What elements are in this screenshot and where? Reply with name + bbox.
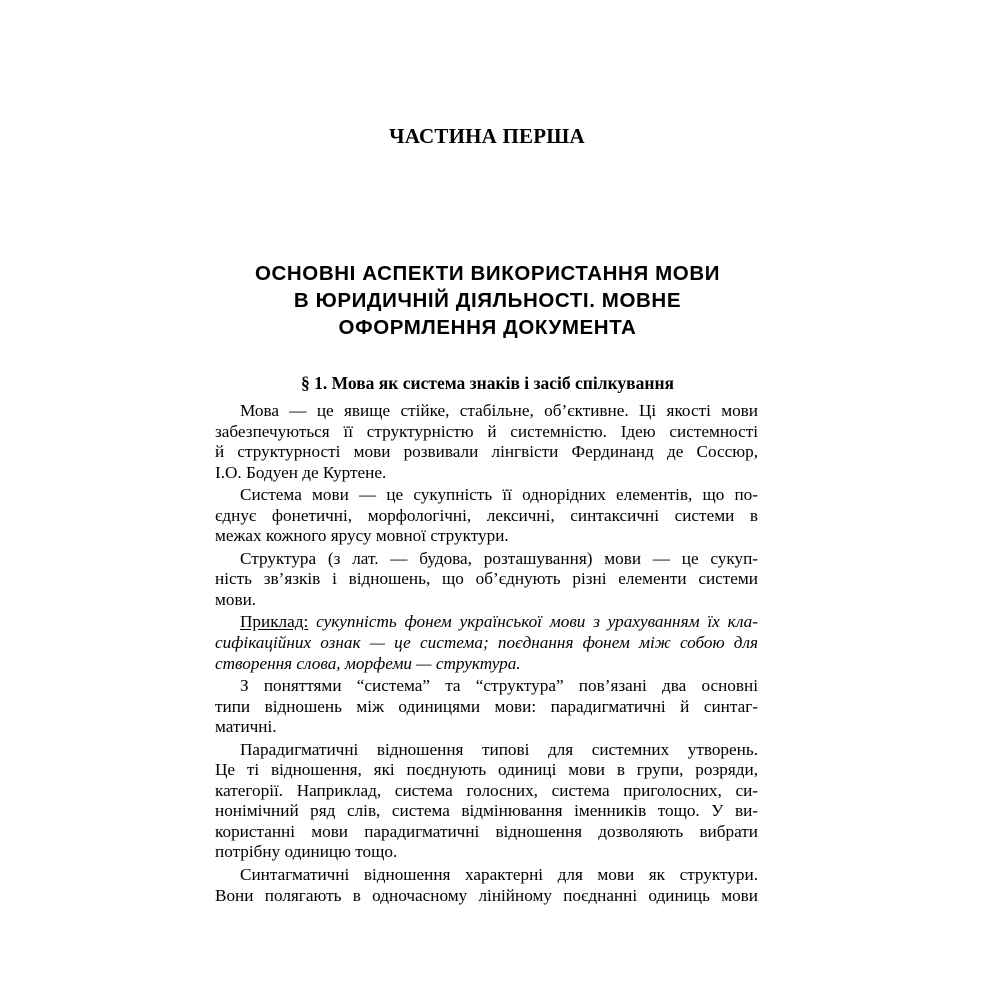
text-line: І.О. Бодуен де Куртене.	[215, 462, 387, 482]
text-line: типи відношень між одиницями мови: парадигматичні й синтаг-	[215, 696, 758, 716]
paragraph	[215, 865, 758, 906]
text-line: користанні мови парадигматичні відношення дозволяють вибрати	[215, 821, 758, 841]
text-line: сифікаційних ознак — це система; поєднання фонем між собою для	[215, 633, 758, 653]
text-line	[215, 612, 758, 633]
chapter-title-line: ОФОРМЛЕННЯ ДОКУМЕНТА	[338, 316, 637, 339]
text-line: створення слова, морфеми — структура.	[215, 653, 521, 673]
chapter-title	[200, 260, 775, 341]
text-line: й структурності мови розвивали лінгвісти Фердинанд де Соссюр,	[215, 442, 758, 462]
example-label: Приклад:	[240, 612, 309, 632]
text-line: Це ті відношення, які поєднують одиниці мови в групи, розряди,	[215, 760, 758, 780]
text-line: матичні.	[215, 717, 277, 737]
chapter-title-line: ОСНОВНІ АСПЕКТИ ВИКОРИСТАННЯ МОВИ	[254, 262, 721, 285]
paragraph	[215, 401, 758, 483]
example-paragraph	[215, 612, 758, 674]
text-line: ність зв’язків і відношень, що об’єднують різні елементи системи	[215, 569, 758, 589]
section-title: § 1. Мова як система знаків і засіб спілкування	[301, 373, 674, 393]
text-line: мови.	[215, 589, 257, 609]
paragraph	[215, 740, 758, 863]
paragraph	[215, 549, 758, 611]
text-line: нонімічний ряд слів, система відмінювання іменників тощо. У ви-	[215, 801, 758, 821]
text-line: Структура (з лат. — будова, розташування) мови — це сукуп-	[240, 548, 758, 568]
text-line: єднує фонетичні, морфологічні, лексичні, синтаксичні системи в	[215, 505, 758, 525]
example-text: сукупність фонем української мови з урахуванням їх кла-	[316, 612, 758, 632]
text-line: З поняттями “система” та “структура” пов’язані два основні	[240, 676, 758, 696]
text-line: категорії. Наприклад, система голосних, система приголосних, си-	[215, 780, 758, 800]
chapter-title-line: В ЮРИДИЧНІЙ ДІЯЛЬНОСТІ. МОВНЕ	[293, 289, 682, 312]
paragraph	[215, 485, 758, 547]
text-line: межах кожного ярусу мовної структури.	[215, 526, 509, 546]
text-line: Система мови — це сукупність її однорідних елементів, що по-	[240, 485, 758, 505]
body-text	[215, 401, 758, 906]
text-line: Синтагматичні відношення характерні для мови як структури.	[240, 865, 758, 885]
text-line: забезпечуються її структурністю й системністю. Ідею системності	[215, 421, 758, 441]
paragraph	[215, 676, 758, 738]
text-line: Мова — це явище стійке, стабільне, об’єктивне. Ці якості мови	[240, 401, 758, 420]
text-line: потрібну одиницю тощо.	[215, 842, 398, 862]
text-line: Парадигматичні відношення типові для системних утворень.	[240, 739, 758, 759]
text-line: Вони полягають в одночасному лінійному поєднанні одиниць мови	[215, 885, 758, 905]
part-title: ЧАСТИНА ПЕРША	[389, 124, 585, 148]
